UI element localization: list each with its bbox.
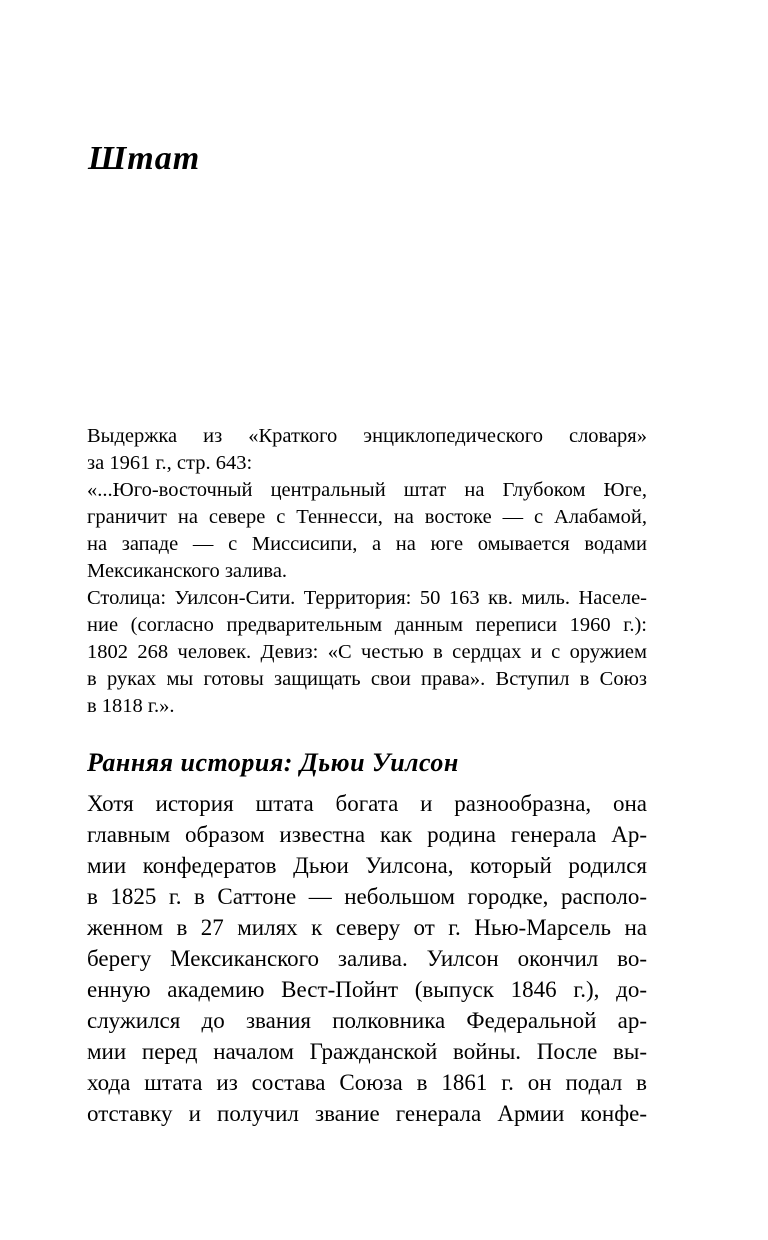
- encyclopedia-excerpt: [87, 423, 647, 720]
- text-line: ние (согласно предварительным данным переписи 1960 г.):: [87, 614, 647, 636]
- text-line: в 1825 г. в Саттоне — небольшом городке, располо-: [87, 884, 647, 909]
- text-line: «...Юго-восточный центральный штат на Глубоком Юге,: [87, 479, 647, 501]
- text-line: мии конфедератов Дьюи Уилсона, который родился: [87, 853, 647, 878]
- text-line: берегу Мексиканского залива. Уилсон окончил во-: [87, 946, 647, 971]
- text-line: Мексиканского залива.: [87, 560, 288, 582]
- text-line: в 1818 г.».: [87, 695, 175, 717]
- text-line: женном в 27 милях к северу от г. Нью-Марсель на: [87, 915, 647, 940]
- text-line: Выдержка из «Краткого энциклопедического словаря»: [87, 425, 647, 447]
- text-line: отставку и получил звание генерала Армии конфе-: [87, 1101, 647, 1126]
- text-line: граничит на севере с Теннесси, на востоке — с Алабамой,: [87, 506, 647, 528]
- text-line: енную академию Вест-Пойнт (выпуск 1846 г.), до-: [87, 977, 647, 1002]
- body-paragraph: [87, 788, 647, 1129]
- text-line: мии перед началом Гражданской войны. После вы-: [87, 1039, 647, 1064]
- text-line: за 1961 г., стр. 643:: [87, 452, 253, 474]
- text-line: Хотя история штата богата и разнообразна, она: [87, 791, 647, 816]
- chapter-title: Штат: [88, 140, 201, 177]
- text-line: служился до звания полковника Федеральной ар-: [87, 1008, 647, 1033]
- text-line: в руках мы готовы защищать свои права». Вступил в Союз: [87, 668, 647, 690]
- text-line: главным образом известна как родина генерала Ар-: [87, 822, 647, 847]
- section-heading: Ранняя история: Дьюи Уилсон: [87, 748, 459, 777]
- text-line: хода штата из состава Союза в 1861 г. он подал в: [87, 1070, 647, 1095]
- text-line: Столица: Уилсон-Сити. Территория: 50 163 кв. миль. Населе-: [87, 587, 647, 609]
- text-line: на западе — с Миссисипи, а на юге омывается водами: [87, 533, 647, 555]
- text-line: 1802 268 человек. Девиз: «С честью в сердцах и с оружием: [87, 641, 647, 663]
